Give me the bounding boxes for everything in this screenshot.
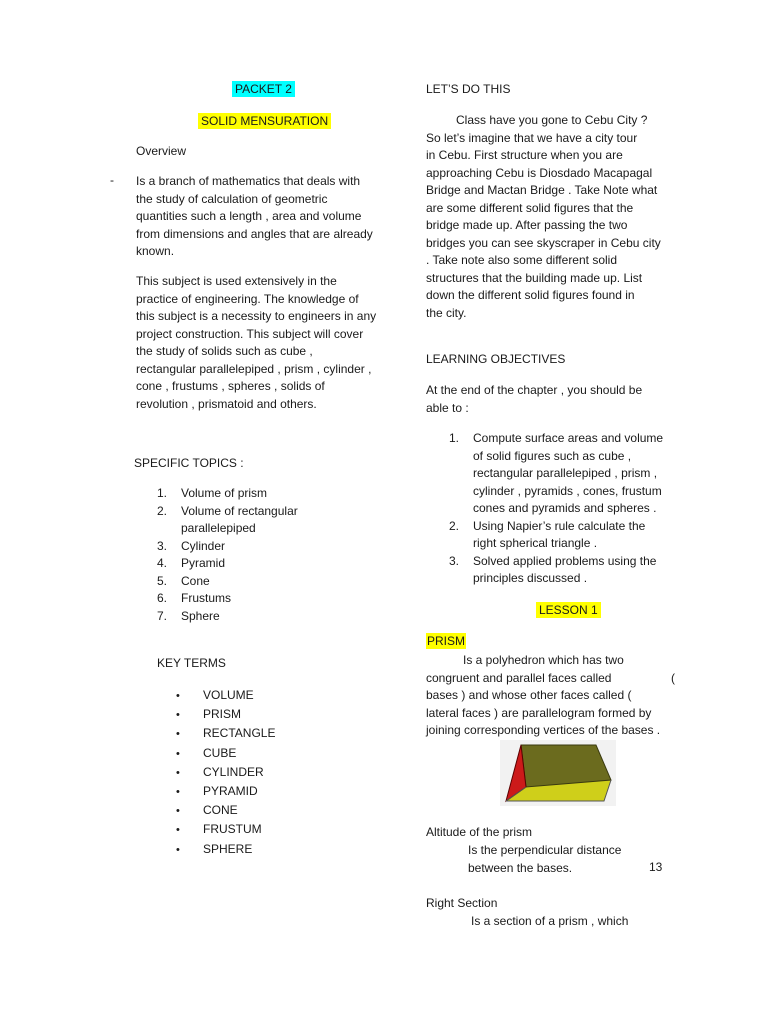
lesson-label: LESSON 1 bbox=[536, 603, 601, 617]
list-item: • RECTANGLE bbox=[176, 724, 275, 743]
prism-line: bases ) and whose other faces called ( bbox=[426, 688, 632, 702]
list-item: rectangular parallelepiped , prism , bbox=[473, 466, 658, 480]
bullet-icon: • bbox=[176, 690, 180, 702]
prism-line: congruent and parallel faces called ( bbox=[426, 670, 688, 688]
cebu-paragraph bbox=[426, 112, 684, 322]
definition-paragraph bbox=[136, 173, 392, 261]
list-item: • CUBE bbox=[176, 744, 275, 763]
key-terms-list bbox=[176, 686, 275, 859]
paren-open: ( bbox=[671, 670, 675, 685]
list-item: • PRISM bbox=[176, 705, 275, 724]
right-section-heading: Right Section bbox=[426, 896, 498, 910]
usage-line: the study of solids such as cube , bbox=[136, 344, 313, 358]
bullet-icon: • bbox=[176, 805, 180, 818]
bullet-icon: • bbox=[176, 843, 180, 856]
bullet-icon: • bbox=[176, 766, 180, 779]
bullet-icon: • bbox=[176, 709, 180, 722]
specific-topics-list bbox=[157, 485, 357, 625]
definition-dash: - bbox=[110, 173, 114, 187]
cebu-line: in Cebu. First structure when you are bbox=[426, 148, 623, 162]
cebu-line: . Take note also some different solid bbox=[426, 253, 618, 267]
altitude-line: between the bases. bbox=[468, 860, 573, 875]
cebu-line: bridges you can see skyscraper in Cebu city bbox=[426, 235, 661, 250]
list-item: 1. Compute surface areas and volume bbox=[449, 431, 664, 445]
usage-line: this subject is a necessity to engineers in any bbox=[136, 309, 377, 323]
definition-line: the study of calculation of geometric bbox=[136, 191, 328, 206]
list-item: 2. Volume of rectangular bbox=[157, 503, 298, 518]
definition-line: known. bbox=[136, 244, 175, 258]
prism-line: joining corresponding vertices of the bases . bbox=[426, 723, 661, 737]
prism-definition bbox=[426, 652, 688, 740]
list-item: 2. Using Napier’s rule calculate the bbox=[449, 518, 646, 533]
objectives-intro bbox=[426, 382, 684, 417]
usage-line: project construction. This subject will cover bbox=[136, 326, 364, 341]
list-item: principles discussed . bbox=[473, 571, 588, 585]
prism-figure bbox=[500, 740, 616, 806]
bullet-icon: • bbox=[176, 824, 180, 837]
usage-line: This subject is used extensively in the bbox=[136, 274, 337, 288]
definition-line: Is a branch of mathematics that deals with bbox=[136, 174, 361, 188]
cebu-line: Bridge and Mactan Bridge . Take Note what bbox=[426, 183, 658, 197]
definition-line: from dimensions and angles that are already bbox=[136, 226, 373, 241]
usage-line: cone , frustums , spheres , solids of bbox=[136, 379, 325, 393]
list-item: • VOLUME bbox=[176, 686, 275, 705]
list-item: • FRUSTUM bbox=[176, 820, 275, 839]
usage-line: practice of engineering. The knowledge of bbox=[136, 291, 359, 306]
right-section-line: Is a section of a prism , which bbox=[471, 914, 629, 928]
definition-line: quantities such a length , area and volume bbox=[136, 209, 362, 223]
prism-line: lateral faces ) are parallelogram formed by bbox=[426, 705, 652, 720]
list-item: of solid figures such as cube , bbox=[473, 448, 632, 463]
packet-label: PACKET 2 bbox=[232, 82, 295, 96]
cebu-line: are some different solid figures that the bbox=[426, 200, 634, 215]
usage-paragraph bbox=[136, 273, 394, 413]
cebu-line: structures that the building made up. List bbox=[426, 270, 643, 285]
list-item: 1. Volume of prism bbox=[157, 486, 268, 500]
list-item: 5. Cone bbox=[157, 573, 210, 588]
list-item: • CONE bbox=[176, 801, 275, 820]
list-item: 7. Sphere bbox=[157, 608, 220, 623]
learning-objectives-heading: LEARNING OBJECTIVES bbox=[426, 352, 566, 366]
bullet-icon: • bbox=[176, 728, 180, 741]
bullet-icon: • bbox=[176, 747, 180, 760]
key-terms-heading: KEY TERMS bbox=[157, 656, 226, 670]
bullet-icon: • bbox=[176, 786, 180, 799]
cebu-line: bridge made up. After passing the two bbox=[426, 218, 628, 232]
list-item: right spherical triangle . bbox=[473, 536, 598, 550]
list-item: • SPHERE bbox=[176, 840, 275, 859]
cebu-line: approaching Cebu is Diosdado Macapagal bbox=[426, 165, 653, 180]
list-item: 4. Pyramid bbox=[157, 556, 226, 570]
list-item: • PYRAMID bbox=[176, 782, 275, 801]
objectives-intro-line: At the end of the chapter , you should be bbox=[426, 383, 643, 397]
list-item: • CYLINDER bbox=[176, 763, 275, 782]
cebu-line: Class have you gone to Cebu City ? bbox=[456, 113, 648, 127]
usage-line: revolution , prismatoid and others. bbox=[136, 396, 317, 411]
list-item: parallelepiped bbox=[181, 521, 256, 535]
objectives-intro-line: able to : bbox=[426, 400, 469, 415]
list-item: 3. Solved applied problems using the bbox=[449, 553, 657, 568]
prism-label: PRISM bbox=[427, 634, 466, 648]
list-item: cones and pyramids and spheres . bbox=[473, 501, 657, 515]
cebu-line: So let’s imagine that we have a city tour bbox=[426, 130, 638, 145]
prism-top-face bbox=[521, 745, 611, 787]
cebu-line: down the different solid figures found in bbox=[426, 288, 635, 302]
list-item: 6. Frustums bbox=[157, 591, 232, 605]
prism-line: Is a polyhedron which has two bbox=[463, 653, 624, 667]
subject-title: SOLID MENSURATION bbox=[198, 114, 331, 128]
altitude-line: Is the perpendicular distance bbox=[468, 843, 622, 857]
lets-do-this-heading: LET’S DO THIS bbox=[426, 82, 511, 96]
page-number: 13 bbox=[649, 860, 663, 874]
cebu-line: the city. bbox=[426, 305, 467, 320]
objectives-list bbox=[449, 430, 689, 588]
overview-heading: Overview bbox=[136, 144, 187, 158]
altitude-heading: Altitude of the prism bbox=[426, 825, 533, 839]
list-item: 3. Cylinder bbox=[157, 538, 226, 553]
specific-topics-heading: SPECIFIC TOPICS : bbox=[134, 456, 244, 470]
usage-line: rectangular parallelepiped , prism , cylinder , bbox=[136, 361, 372, 376]
list-item: cylinder , pyramids , cones, frustum bbox=[473, 483, 662, 498]
